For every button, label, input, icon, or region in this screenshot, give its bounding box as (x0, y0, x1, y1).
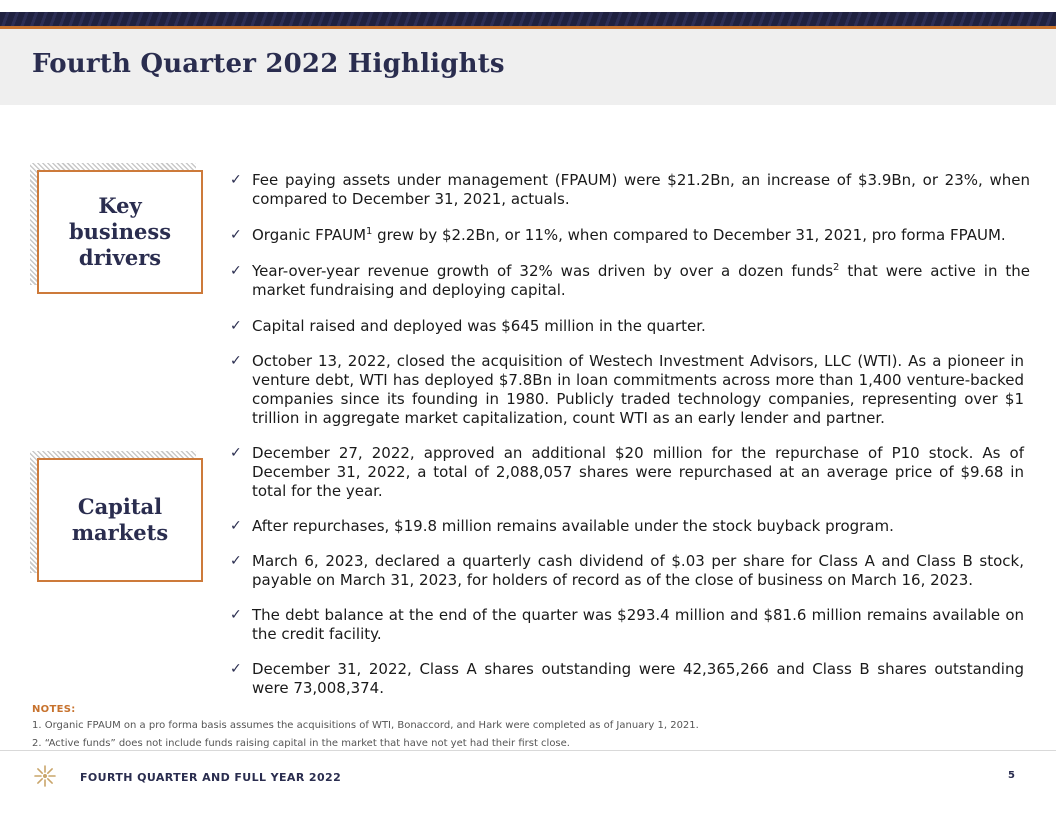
footnote: 2. “Active funds” does not include funds raising capital in the market that have not yet had their first close. (32, 738, 570, 749)
list-item: ✓ Year-over-year revenue growth of 32% was driven by over a dozen funds$^2$ that were active in the market fundraising and deploying capital. (230, 262, 1030, 299)
list-item: ✓ December 27, 2022, approved an additional $20 million for the repurchase of P10 stock. As of December 31, 2022, a total of 2,088,057 shares were repurchased at an average price of $9.68 in total for the year. (230, 444, 1024, 500)
page-title: Fourth Quarter 2022 Highlights (32, 49, 505, 79)
list-item: ✓ Organic FPAUM$^1$ grew by $2.2Bn, or 11%, when compared to December 31, 2021, pro forma FPAUM. (230, 226, 1006, 244)
check-icon: ✓ (230, 318, 242, 334)
capital-markets-card (30, 451, 206, 583)
page-number: 5 (1008, 770, 1015, 781)
highlights-list (230, 171, 1030, 698)
check-icon: ✓ (230, 353, 242, 369)
check-icon: ✓ (230, 227, 242, 243)
key-business-drivers-card (30, 163, 206, 295)
p10-logo-icon (33, 764, 57, 788)
check-icon: ✓ (230, 445, 242, 461)
top-decorative-band (0, 12, 1056, 26)
footnote-ref: 2 (833, 262, 840, 273)
list-item: ✓ October 13, 2022, closed the acquisition of Westech Investment Advisors, LLC (WTI). As a pioneer in venture debt, WTI has deployed $7.8Bn in loan commitments across more than 1,400 venture-backed companies since its founding in 1980. Publicly traded technology companies, representing over $1 trillion in aggregate market capitalization, count WTI as an early lender and partner. (230, 352, 1024, 427)
card-label: Capital markets (71, 494, 169, 545)
card-label: Key business drivers (68, 193, 172, 270)
check-icon: ✓ (230, 607, 242, 623)
check-icon: ✓ (230, 263, 242, 279)
list-item: ✓ March 6, 2023, declared a quarterly cash dividend of $.03 per share for Class A and Class B stock, payable on March 31, 2023, for holders of record as of the close of business on March 16, 2023. (230, 552, 1024, 589)
card-box (37, 170, 203, 294)
footnote: 1. Organic FPAUM on a pro forma basis assumes the acquisitions of WTI, Bonaccord, and Hark were completed as of January 1, 2021. (32, 720, 699, 731)
notes-section (32, 704, 1032, 756)
list-item: ✓ Capital raised and deployed was $645 million in the quarter. (230, 317, 706, 335)
list-item: ✓ The debt balance at the end of the quarter was $293.4 million and $81.6 million remains available on the credit facility. (230, 606, 1024, 643)
notes-heading: NOTES: (32, 704, 76, 715)
check-icon: ✓ (230, 661, 242, 677)
list-item: ✓ After repurchases, $19.8 million remains available under the stock buyback program. (230, 517, 894, 535)
list-item: ✓ December 31, 2022, Class A shares outstanding were 42,365,266 and Class B shares outstanding were 73,008,374. (230, 660, 1024, 697)
list-item: ✓ Fee paying assets under management (FPAUM) were $21.2Bn, an increase of $3.9Bn, or 23%, when compared to December 31, 2021, actuals. (230, 171, 1030, 208)
check-icon: ✓ (230, 553, 242, 569)
check-icon: ✓ (230, 518, 242, 534)
card-box (37, 458, 203, 582)
check-icon: ✓ (230, 172, 242, 188)
footer-label: FOURTH QUARTER AND FULL YEAR 2022 (80, 771, 342, 784)
footnote-ref: 1 (366, 226, 373, 237)
footer-divider (0, 750, 1056, 751)
